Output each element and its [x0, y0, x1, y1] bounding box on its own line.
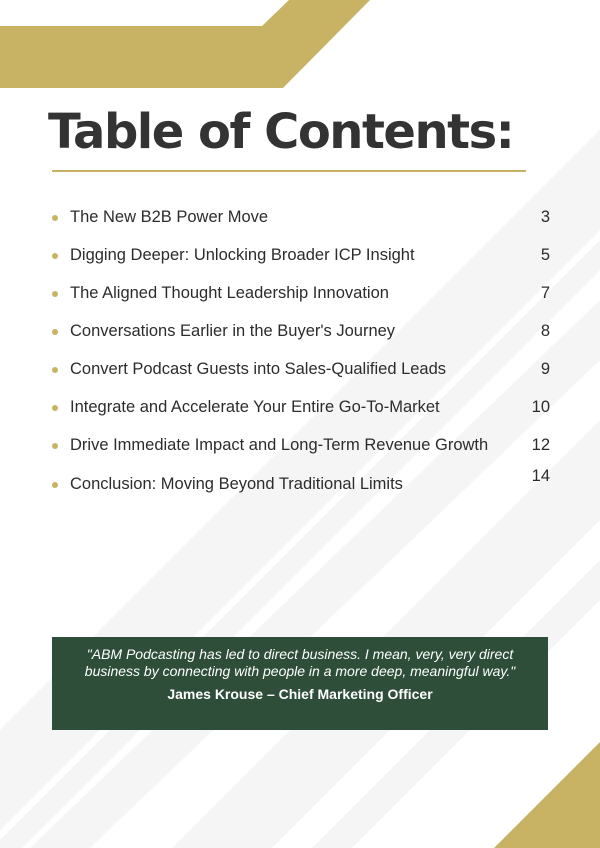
toc-entry-label: Integrate and Accelerate Your Entire Go-To-Market — [70, 398, 440, 416]
toc-entry-label: Drive Immediate Impact and Long-Term Revenue Growth — [70, 436, 489, 454]
table-of-contents — [52, 208, 550, 513]
toc-entry[interactable] — [52, 246, 550, 265]
toc-entry-page: 14 — [531, 467, 550, 485]
toc-entry[interactable] — [52, 398, 550, 417]
toc-entry[interactable] — [52, 322, 550, 341]
toc-entry[interactable] — [52, 360, 550, 379]
bullet-icon — [52, 215, 58, 221]
toc-entry[interactable] — [52, 284, 550, 303]
toc-entry-page: 3 — [540, 208, 550, 226]
toc-entry-label: Convert Podcast Guests into Sales-Qualified Leads — [70, 360, 447, 378]
toc-entry[interactable] — [52, 208, 550, 227]
toc-entry[interactable] — [52, 436, 550, 455]
bullet-icon — [52, 291, 58, 297]
toc-entry-page: 12 — [531, 436, 550, 454]
bullet-icon — [52, 405, 58, 411]
page-title: Table of Contents: — [48, 104, 514, 160]
toc-entry[interactable] — [52, 467, 550, 494]
top-gold-banner — [0, 0, 370, 88]
toc-entry-page: 5 — [540, 246, 550, 264]
toc-entry-page: 8 — [540, 322, 550, 340]
testimonial-author: James Krouse – Chief Marketing Officer — [167, 686, 433, 702]
toc-entry-label: The Aligned Thought Leadership Innovation — [70, 284, 389, 302]
bottom-gold-corner — [494, 742, 600, 848]
toc-entry-label: Digging Deeper: Unlocking Broader ICP Insight — [70, 246, 415, 264]
bullet-icon — [52, 482, 58, 488]
toc-entry-label: The New B2B Power Move — [70, 208, 269, 226]
toc-entry-label: Conversations Earlier in the Buyer's Journey — [70, 322, 396, 340]
bullet-icon — [52, 253, 58, 259]
title-divider — [52, 170, 526, 172]
bullet-icon — [52, 329, 58, 335]
toc-entry-page: 10 — [531, 398, 550, 416]
toc-entry-label: Conclusion: Moving Beyond Traditional Limits — [70, 475, 403, 493]
testimonial-quote: "ABM Podcasting has led to direct business. I mean, very, very direct business by connecting with people in a more deep, meaningful way." — [84, 646, 516, 679]
bullet-icon — [52, 443, 58, 449]
testimonial-box — [52, 637, 548, 730]
toc-entry-page: 7 — [540, 284, 550, 302]
toc-entry-page: 9 — [540, 360, 550, 378]
bullet-icon — [52, 367, 58, 373]
